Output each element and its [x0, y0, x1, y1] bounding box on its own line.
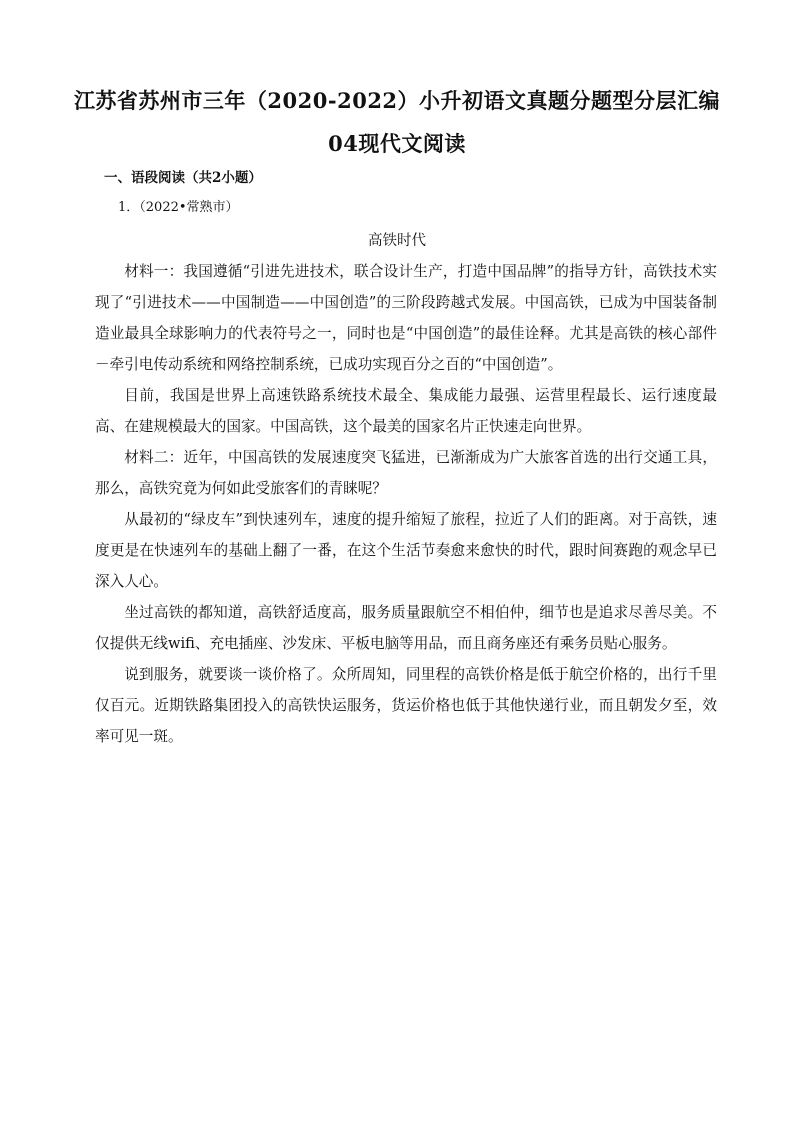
document-title-line2: 04现代文阅读 — [328, 131, 466, 156]
question-number: 1．（2022•常熟市） — [118, 200, 239, 215]
passage-title: 高铁时代 — [368, 233, 426, 249]
paragraph: 坐过高铁的都知道，高铁舒适度高，服务质量跟航空不相伯仲，细节也是追求尽善尽美。不仅提供无线wifi、充电插座、沙发床、平板电脑等用品，而且商务座还有乘务员贴心服务。 — [95, 604, 717, 652]
paragraph: 从最初的“绿皮车”到快速列车，速度的提升缩短了旅程，拉近了人们的距离。对于高铁，速度更是在快速列车的基础上翻了一番，在这个生活节奏愈来愈快的时代，跟时间赛跑的观念早已深入人心。 — [95, 511, 717, 590]
section-heading: 一、语段阅读（共2小题） — [104, 170, 262, 186]
paragraph: 材料二：近年，中国高铁的发展速度突飞猛进，已渐渐成为广大旅客首选的出行交通工具，那么，高铁究竟为何如此受旅客们的青睐呢？ — [95, 449, 717, 497]
passage-body — [95, 256, 717, 752]
paragraph: 目前，我国是世界上高速铁路系统技术最全、集成能力最强、运营里程最长、运行速度最高、在建规模最大的国家。中国高铁，这个最美的国家名片正快速走向世界。 — [95, 387, 717, 435]
paragraph: 说到服务，就要谈一谈价格了。众所周知，同里程的高铁价格是低于航空价格的，出行千里仅百元。近期铁路集团投入的高铁快运服务，货运价格也低于其他快递行业，而且朝发夕至，效率可见一斑。 — [95, 666, 717, 745]
document-title-line1: 江苏省苏州市三年（2020-2022）小升初语文真题分题型分层汇编 — [73, 88, 721, 113]
paragraph: 材料一：我国遵循“引进先进技术，联合设计生产，打造中国品牌”的指导方针，高铁技术实现了“引进技术——中国制造——中国创造”的三阶段跨越式发展。中国高铁，已成为中国装备制造业最具全球影响力的代表符号之一，同时也是“中国创造”的最佳诠释。尤其是高铁的核心部件－牵引电传动系统和网络控制系统，已成功实现百分之百的“中国创造”。 — [95, 263, 717, 373]
